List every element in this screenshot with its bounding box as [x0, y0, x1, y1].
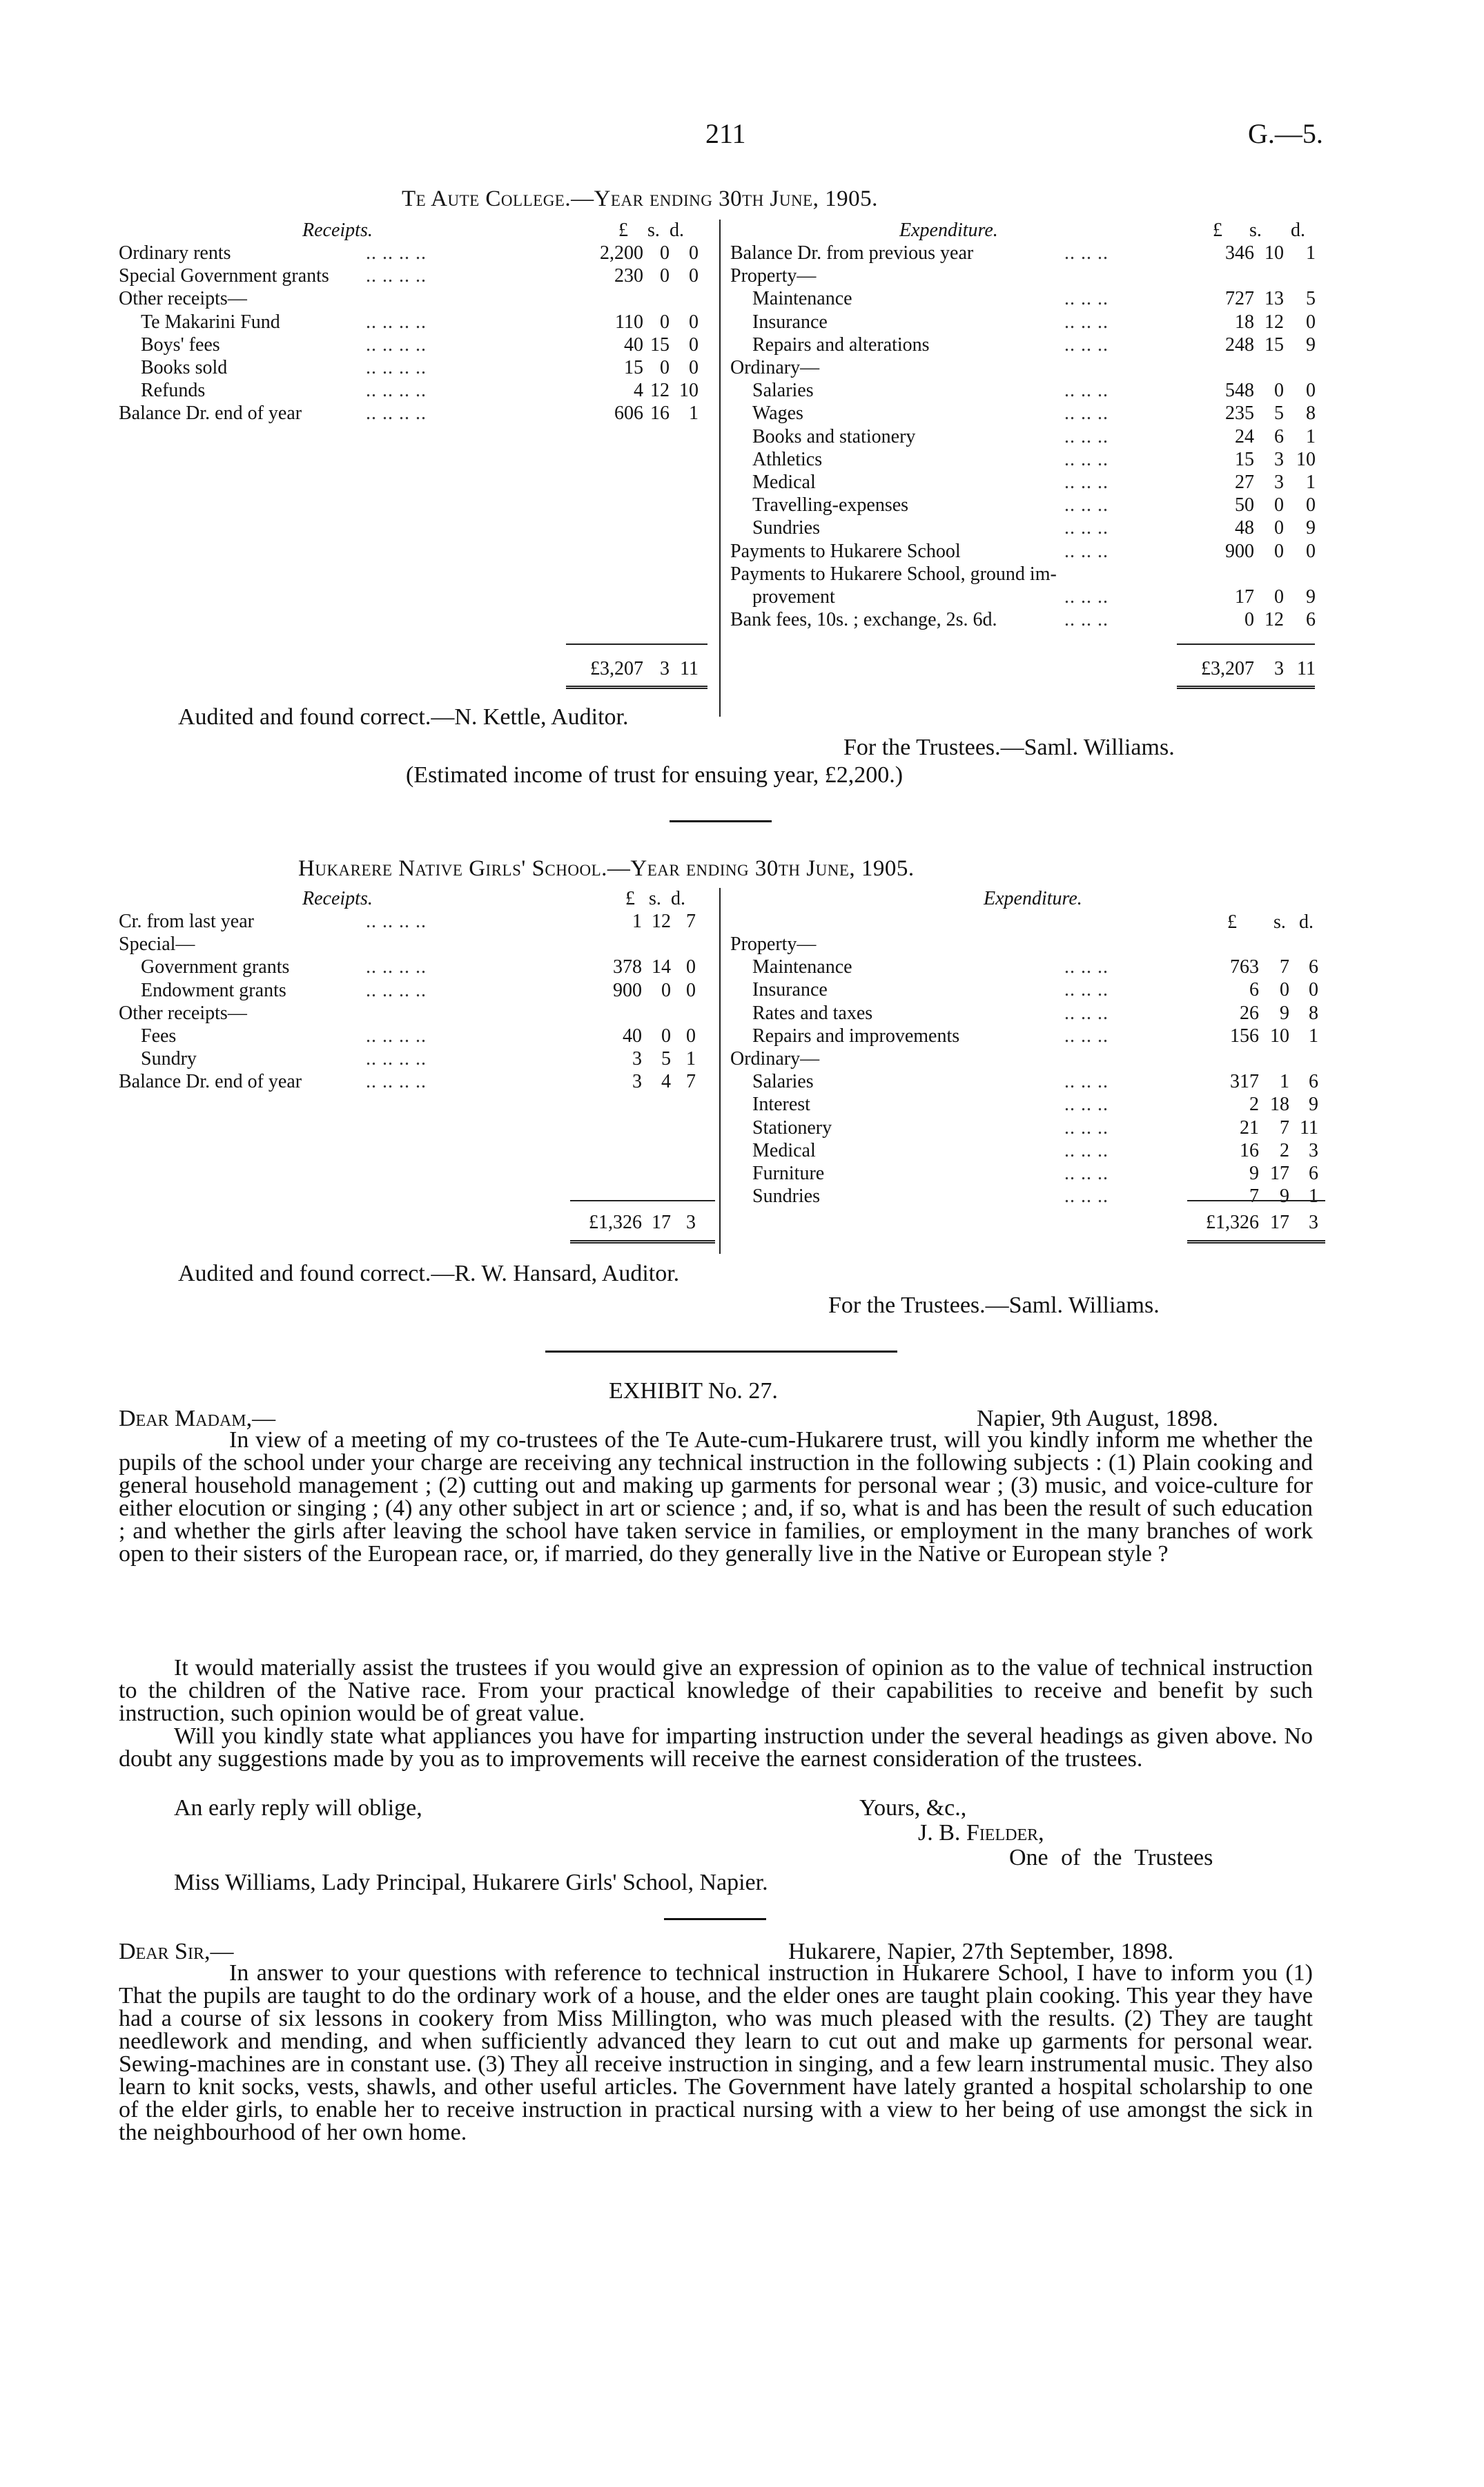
table2-receipts-heading: Receipts.: [302, 888, 373, 909]
t1-receipt-amount-s: 15: [650, 333, 670, 356]
t2-expenditure-amount-d: 0: [1309, 979, 1318, 1001]
t2-expenditure-label: Sundries: [752, 1186, 820, 1208]
t1-receipt-amount-d: 0: [689, 242, 699, 264]
t1-expenditure-label: Ordinary—: [730, 357, 820, 378]
t2-expenditure-amount-s: 7: [1280, 956, 1289, 978]
t1-expenditure-amount-p: 900: [1225, 540, 1254, 562]
letter2-paragraph: In answer to your questions with reference to technical instruction in Hukarere School, I have to inform you (1) That the pupils are taught to do the ordinary work of a house, and the elder ones are taught plain cooking. This year they have had a course of six lessons in cookery from Miss Millington, who was much pleased with the results. (2) They are taught needlework and mending, and when sufficiently advanced they learn to cut out and make up garments for personal wear. Sewing-machines are in constant use. (3) They all receive instruction in singing, and a few learn instrumental music. They also learn to knit socks, vests, shawls, and other useful articles. The Government have lately granted a hospital scholarship to one of the elder girls, to enable her to receive instruction in practical nursing with a view to her being of use amongst the sick in the neighbourhood of her own home.: [119, 1960, 1313, 2145]
t2-receipt-amount-d: 0: [686, 979, 696, 1001]
t1-expenditure-amount-d: 1: [1306, 242, 1316, 264]
t1-expenditure-leader-dots: .. .. ..: [1064, 494, 1109, 516]
t1-expenditure-label: Athletics: [752, 448, 823, 470]
t1-expenditure-amount-d: 5: [1306, 288, 1316, 310]
t1-expenditure-amount-d: 0: [1306, 311, 1316, 333]
t2-expenditure-amount-s: 18: [1270, 1094, 1289, 1116]
t1-e-col-s: s.: [1249, 220, 1262, 241]
t2-expenditure-label: Interest: [752, 1094, 810, 1116]
t2-expenditure-amount-s: 10: [1270, 1025, 1289, 1047]
t1-receipt-amount-p: 15: [624, 357, 643, 378]
t2-expenditure-label: Repairs and improvements: [752, 1025, 960, 1047]
t2-receipt-amount-d: 7: [686, 911, 696, 932]
t2-expenditure-amount-d: 6: [1309, 1163, 1318, 1184]
t1-receipt-amount-d: 1: [689, 403, 699, 425]
letter1-yours: Yours, &c.,: [859, 1795, 967, 1821]
t2-expenditure-amount-p: 763: [1230, 956, 1259, 978]
t1-receipt-amount-d: 0: [689, 311, 699, 333]
table2-trustees: For the Trustees.—Saml. Williams.: [828, 1293, 1160, 1318]
t1-expenditure-label: Travelling-expenses: [752, 494, 909, 516]
t2-receipt-amount-d: 0: [686, 956, 696, 978]
document-code: G.—5.: [1248, 118, 1323, 149]
t2-receipt-amount-p: 1: [632, 911, 642, 932]
letter1-closing: An early reply will oblige,: [174, 1795, 422, 1821]
t1-expenditure-amount-s: 0: [1274, 540, 1284, 562]
t2-receipt-label: Balance Dr. end of year: [119, 1071, 302, 1093]
t1-expenditure-amount-p: 248: [1225, 333, 1254, 356]
t2-receipt-amount-p: 3: [632, 1071, 642, 1093]
letter1-role: One of the Trustees: [1009, 1845, 1213, 1870]
t2-expenditure-amount-s: 9: [1280, 1186, 1289, 1208]
t1-receipt-amount-p: 606: [614, 403, 643, 425]
letter1-salutation: Dear Madam,—: [119, 1406, 276, 1431]
t2-r-col-d: d.: [671, 888, 685, 909]
t1-expenditure-label: Medical: [752, 472, 816, 493]
t1-expenditure-leader-dots: .. .. ..: [1064, 311, 1109, 333]
t2-e-col-s: s.: [1273, 911, 1286, 933]
t1-receipt-amount-d: 10: [679, 380, 699, 402]
table1-title: Te Aute College.—Year ending 30th June, 1905.: [402, 186, 878, 211]
t2-expenditure-amount-p: 317: [1230, 1071, 1259, 1093]
t1-expenditure-amount-p: 18: [1235, 311, 1254, 333]
letter2-salutation: Dear Sir,—: [119, 1939, 234, 1964]
t1-expenditure-amount-p: 0: [1244, 609, 1254, 631]
t2-expenditure-leader-dots: .. .. ..: [1064, 1025, 1109, 1047]
section-divider-3: [664, 1918, 766, 1920]
t1-expenditure-amount-s: 12: [1265, 311, 1284, 333]
t1-receipt-leader-dots: .. .. .. ..: [366, 242, 427, 264]
t1-expenditure-leader-dots: .. .. ..: [1064, 517, 1109, 539]
t2-expenditure-amount-p: 26: [1240, 1002, 1259, 1024]
t2-receipt-label: Fees: [141, 1025, 177, 1047]
t1-expenditure-leader-dots: .. .. ..: [1064, 403, 1109, 425]
t2-expenditure-label: Medical: [752, 1139, 816, 1161]
t1-expenditure-amount-p: 27: [1235, 472, 1254, 493]
t1-expenditure-amount-s: 3: [1274, 472, 1284, 493]
t1-receipt-label: Refunds: [141, 380, 206, 402]
t1-expenditure-leader-dots: .. .. ..: [1064, 242, 1109, 264]
table2-audited: Audited and found correct.—R. W. Hansard, Auditor.: [178, 1261, 680, 1286]
t1-r-col-s: s.: [647, 220, 660, 241]
t2-expenditure-leader-dots: .. .. ..: [1064, 1094, 1109, 1116]
t1-expenditure-amount-s: 0: [1274, 494, 1284, 516]
t1-receipt-amount-s: 0: [660, 311, 670, 333]
t1-expenditure-label: Payments to Hukarere School: [730, 540, 961, 562]
t1-expenditure-leader-dots: .. .. ..: [1064, 540, 1109, 562]
t1-receipt-leader-dots: .. .. .. ..: [366, 333, 427, 356]
t1-expenditure-amount-s: 10: [1265, 242, 1284, 264]
t1-expenditure-amount-d: 0: [1306, 494, 1316, 516]
t1-receipt-amount-d: 0: [689, 265, 699, 287]
t2-expenditure-leader-dots: .. .. ..: [1064, 1002, 1109, 1024]
letter1-signature: J. B. Fielder,: [918, 1820, 1044, 1846]
t2-expenditure-amount-d: 11: [1300, 1116, 1318, 1139]
t1-receipt-label: Te Makarini Fund: [141, 311, 280, 333]
t2-expenditure-label: Property—: [730, 933, 817, 955]
exhibit-heading: EXHIBIT No. 27.: [609, 1378, 778, 1404]
t1-receipt-amount-d: 0: [689, 333, 699, 356]
t1-expenditure-amount-p: 727: [1225, 288, 1254, 310]
t1-expenditure-amount-s: 0: [1274, 517, 1284, 539]
t1-expenditure-leader-dots: .. .. ..: [1064, 380, 1109, 402]
t1-expenditure-label: Property—: [730, 265, 817, 287]
t1-expenditure-amount-s: 6: [1274, 425, 1284, 447]
t2-receipt-leader-dots: .. .. .. ..: [366, 979, 427, 1001]
t1-receipt-leader-dots: .. .. .. ..: [366, 403, 427, 425]
t2-receipt-amount-s: 0: [661, 1025, 671, 1047]
t1-expenditure-amount-p: 17: [1235, 586, 1254, 608]
t1-expenditure-amount-p: 24: [1235, 425, 1254, 447]
t2-expenditure-amount-p: 21: [1240, 1116, 1259, 1139]
t1-expenditure-leader-dots: .. .. ..: [1064, 333, 1109, 356]
table1-estimate: (Estimated income of trust for ensuing year, £2,200.): [406, 762, 904, 788]
t1-expenditure-leader-dots: .. .. ..: [1064, 586, 1109, 608]
t1-receipt-leader-dots: .. .. .. ..: [366, 311, 427, 333]
t1-expenditure-amount-s: 0: [1274, 380, 1284, 402]
t2-receipt-label: Other receipts—: [119, 1002, 247, 1024]
t2-expenditure-leader-dots: .. .. ..: [1064, 979, 1109, 1001]
t2-expenditure-label: Stationery: [752, 1116, 832, 1139]
t2-expenditure-amount-d: 8: [1309, 1002, 1318, 1024]
t1-expenditure-label: provement: [752, 586, 835, 608]
t1-receipt-amount-p: 230: [614, 265, 643, 287]
table2-title: Hukarere Native Girls' School.—Year ending 30th June, 1905.: [298, 856, 915, 881]
t2-receipt-leader-dots: .. .. .. ..: [366, 1025, 427, 1047]
table1-expenditure-heading: Expenditure.: [899, 220, 998, 241]
table1-trustees: For the Trustees.—Saml. Williams.: [843, 735, 1175, 760]
t1-expenditure-leader-dots: .. .. ..: [1064, 425, 1109, 447]
t2-expenditure-amount-d: 1: [1309, 1186, 1318, 1208]
t2-receipt-amount-p: 900: [613, 979, 642, 1001]
t1-expenditure-label: Balance Dr. from previous year: [730, 242, 974, 264]
t2-receipt-label: Endowment grants: [141, 979, 286, 1001]
t2-expenditure-label: Maintenance: [752, 956, 852, 978]
t2-expenditure-leader-dots: .. .. ..: [1064, 1139, 1109, 1161]
t1-receipt-amount-d: 0: [689, 357, 699, 378]
t1-receipt-amount-p: 110: [615, 311, 643, 333]
t1-receipt-label: Ordinary rents: [119, 242, 231, 264]
t2-r-col-pound: £: [625, 888, 635, 909]
t1-receipt-amount-s: 12: [650, 380, 670, 402]
t1-receipt-label: Special Government grants: [119, 265, 329, 287]
t1-expenditure-label: Bank fees, 10s. ; exchange, 2s. 6d.: [730, 609, 997, 631]
t1-expenditure-label: Salaries: [752, 380, 814, 402]
t1-expenditure-amount-p: 548: [1225, 380, 1254, 402]
t1-expenditure-amount-d: 1: [1306, 425, 1316, 447]
t2-expenditure-amount-p: 2: [1249, 1094, 1259, 1116]
t1-r-col-d: d.: [670, 220, 684, 241]
table1-receipts-heading: Receipts.: [302, 220, 373, 241]
t1-receipt-leader-dots: .. .. .. ..: [366, 265, 427, 287]
t1-expenditure-leader-dots: .. .. ..: [1064, 609, 1109, 631]
t2-receipt-amount-s: 5: [661, 1048, 671, 1070]
t2-receipt-label: Cr. from last year: [119, 911, 254, 932]
letter1-paragraph-2: It would materially assist the trustees if you would give an expression of opinion as to the value of technical instruction to the children of the Native race. From your practical knowledge of their capabilities to receive and benefit by such instruction, such opinion would be of great value.: [119, 1655, 1313, 1726]
t2-receipt-leader-dots: .. .. .. ..: [366, 1071, 427, 1093]
t2-receipt-label: Sundry: [141, 1048, 197, 1070]
t2-expenditure-amount-s: 9: [1280, 1002, 1289, 1024]
t2-e-col-d: d.: [1299, 911, 1314, 933]
t2-receipt-amount-s: 0: [661, 979, 671, 1001]
t2-expenditure-amount-p: 156: [1230, 1025, 1259, 1047]
t2-receipt-label: Government grants: [141, 956, 290, 978]
letter1-paragraph-1: In view of a meeting of my co-trustees of the Te Aute-cum-Hukarere trust, will you kindly inform me whether the pupils of the school under your charge are receiving any technical instruction in the following subjects : (1) Plain cooking and general household management ; (2) cutting out and making up garments for personal wear ; (3) music, and voice-culture for either elocution or singing ; (4) any other subject in art or science ; and, if so, what is and has been the result of such education ; and whether the girls after leaving the school have taken service in families, or employment in the many branches of work open to their sisters of the European race, or, if married, do they generally live in the Native or European style ?: [119, 1427, 1313, 1567]
t2-expenditure-label: Furniture: [752, 1163, 825, 1184]
t1-expenditure-amount-d: 1: [1306, 472, 1316, 493]
t1-expenditure-amount-d: 0: [1306, 540, 1316, 562]
t1-expenditure-amount-d: 9: [1306, 333, 1316, 356]
t2-expenditure-leader-dots: .. .. ..: [1064, 956, 1109, 978]
t1-receipt-leader-dots: .. .. .. ..: [366, 380, 427, 402]
t1-expenditure-amount-p: 50: [1235, 494, 1254, 516]
t1-receipt-amount-s: 0: [660, 242, 670, 264]
t1-receipt-amount-p: 40: [624, 333, 643, 356]
page-number: 211: [705, 118, 746, 149]
t2-receipt-leader-dots: .. .. .. ..: [366, 911, 427, 932]
t2-receipt-amount-p: 378: [613, 956, 642, 978]
t2-receipt-amount-s: 4: [661, 1071, 671, 1093]
t2-receipt-amount-d: 0: [686, 1025, 696, 1047]
t2-receipt-label: Special—: [119, 933, 195, 956]
t2-expenditure-amount-s: 1: [1280, 1071, 1289, 1093]
t1-e-col-d: d.: [1291, 220, 1305, 241]
t2-expenditure-amount-p: 9: [1249, 1163, 1259, 1184]
table2-expenditure-heading: Expenditure.: [984, 888, 1082, 909]
t2-expenditure-amount-p: 16: [1240, 1139, 1259, 1161]
t2-expenditure-amount-d: 6: [1309, 956, 1318, 978]
t2-receipt-leader-dots: .. .. .. ..: [366, 956, 427, 978]
t1-expenditure-label: Maintenance: [752, 288, 852, 310]
t1-expenditure-amount-d: 10: [1296, 448, 1316, 470]
t1-expenditure-amount-s: 15: [1265, 333, 1284, 356]
t1-r-col-pound: £: [618, 220, 628, 241]
t2-expenditure-label: Ordinary—: [730, 1048, 820, 1070]
t1-expenditure-label: Repairs and alterations: [752, 333, 930, 356]
t2-expenditure-leader-dots: .. .. ..: [1064, 1163, 1109, 1184]
t1-expenditure-amount-s: 5: [1274, 403, 1284, 425]
section-divider-1: [670, 820, 772, 822]
t1-receipt-leader-dots: .. .. .. ..: [366, 357, 427, 378]
t1-expenditure-leader-dots: .. .. ..: [1064, 472, 1109, 493]
t1-expenditure-label: Sundries: [752, 517, 820, 539]
t2-expenditure-amount-s: 2: [1280, 1139, 1289, 1161]
t1-expenditure-amount-s: 0: [1274, 586, 1284, 608]
t2-expenditure-amount-s: 7: [1280, 1116, 1289, 1139]
t2-expenditure-label: Rates and taxes: [752, 1002, 873, 1024]
t2-receipt-amount-d: 7: [686, 1071, 696, 1093]
letter2-place-date: Hukarere, Napier, 27th September, 1898.: [788, 1939, 1174, 1964]
t1-expenditure-amount-s: 13: [1265, 288, 1284, 310]
t2-receipt-leader-dots: .. .. .. ..: [366, 1048, 427, 1070]
t1-expenditure-label: Insurance: [752, 311, 828, 333]
table1-audited: Audited and found correct.—N. Kettle, Auditor.: [178, 704, 629, 730]
t2-expenditure-amount-d: 6: [1309, 1071, 1318, 1093]
t2-receipt-amount-s: 12: [652, 911, 671, 932]
t1-receipt-amount-s: 0: [660, 357, 670, 378]
t1-receipt-amount-p: 4: [634, 380, 643, 402]
t1-expenditure-amount-p: 346: [1225, 242, 1254, 264]
t2-expenditure-amount-d: 3: [1309, 1139, 1318, 1161]
t1-e-col-pound: £: [1213, 220, 1222, 241]
t1-expenditure-label: Payments to Hukarere School, ground im-: [730, 563, 1057, 585]
t1-expenditure-amount-s: 3: [1274, 448, 1284, 470]
letter1-paragraph-3: Will you kindly state what appliances you have for imparting instruction under the several headings as given above. No doubt any suggestions made by you as to improvements will receive the earnest consideration of the trustees.: [119, 1723, 1313, 1772]
t2-expenditure-leader-dots: .. .. ..: [1064, 1116, 1109, 1139]
t2-expenditure-amount-s: 17: [1270, 1163, 1289, 1184]
t2-receipt-amount-s: 14: [652, 956, 671, 978]
letter1-place-date: Napier, 9th August, 1898.: [977, 1406, 1218, 1431]
t1-expenditure-amount-d: 6: [1306, 609, 1316, 631]
t1-receipt-amount-s: 0: [660, 265, 670, 287]
t1-receipt-amount-s: 16: [650, 403, 670, 425]
t1-receipt-label: Boys' fees: [141, 333, 220, 356]
t2-expenditure-amount-d: 1: [1309, 1025, 1318, 1047]
t2-expenditure-leader-dots: .. .. ..: [1064, 1186, 1109, 1208]
t2-expenditure-leader-dots: .. .. ..: [1064, 1071, 1109, 1093]
t1-expenditure-amount-s: 12: [1265, 609, 1284, 631]
t1-receipt-label: Balance Dr. end of year: [119, 403, 302, 425]
t1-receipt-amount-p: 2,200: [600, 242, 643, 264]
t2-expenditure-amount-p: 7: [1249, 1186, 1259, 1208]
t1-expenditure-label: Books and stationery: [752, 425, 916, 447]
t2-receipt-amount-p: 40: [623, 1025, 642, 1047]
t2-receipt-amount-p: 3: [632, 1048, 642, 1070]
section-divider-2: [545, 1351, 897, 1353]
t2-expenditure-amount-d: 9: [1309, 1094, 1318, 1116]
letter1-addressee: Miss Williams, Lady Principal, Hukarere Girls' School, Napier.: [174, 1870, 768, 1895]
t1-expenditure-amount-d: 0: [1306, 380, 1316, 402]
t2-r-col-s: s.: [649, 888, 661, 909]
t1-expenditure-amount-p: 15: [1235, 448, 1254, 470]
t2-expenditure-label: Insurance: [752, 979, 828, 1001]
t1-expenditure-amount-p: 48: [1235, 517, 1254, 539]
t1-expenditure-amount-p: 235: [1225, 403, 1254, 425]
t1-receipt-label: Books sold: [141, 357, 228, 378]
t1-expenditure-leader-dots: .. .. ..: [1064, 288, 1109, 310]
t2-receipt-amount-d: 1: [686, 1048, 696, 1070]
t1-expenditure-amount-d: 9: [1306, 517, 1316, 539]
t1-receipt-label: Other receipts—: [119, 288, 247, 310]
t2-expenditure-label: Salaries: [752, 1071, 814, 1093]
t1-expenditure-amount-d: 8: [1306, 403, 1316, 425]
t2-e-col-pound: £: [1227, 911, 1237, 933]
t2-expenditure-amount-s: 0: [1280, 979, 1289, 1001]
t1-expenditure-leader-dots: .. .. ..: [1064, 448, 1109, 470]
t1-expenditure-label: Wages: [752, 403, 803, 425]
t2-expenditure-amount-p: 6: [1249, 979, 1259, 1001]
t1-expenditure-amount-d: 9: [1306, 586, 1316, 608]
